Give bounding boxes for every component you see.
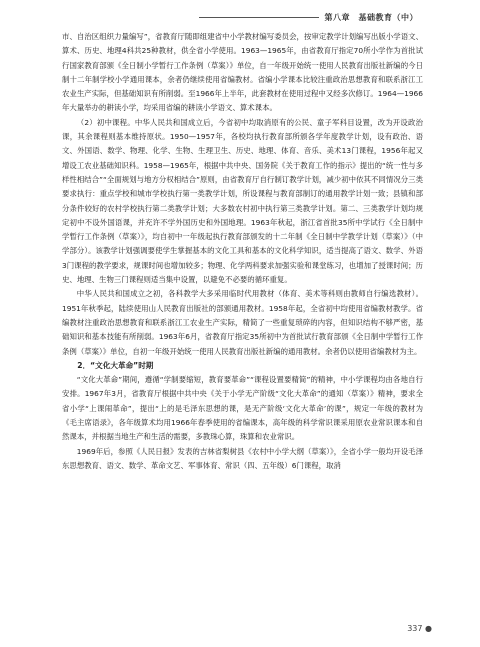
section-heading-cultural-revolution: 2．“文化大革命”时期 (77, 360, 154, 370)
page-number: 337 ● (407, 624, 432, 633)
running-header (0, 12, 480, 23)
paragraph-cultural-revolution: “文化大革命”期间，遵循“学制要缩短，教育要革命”“课程设置要精简”的精神，中小学课程均由各地自行安排。1967年3月，省教育厅根据中共中央《关于小学无产阶级“文化大革命”的通知（草案）》精神，要求全省小学“上课闹革命”，提出“上的是毛泽东思想的课，是无产阶级‘文化大革命’的课”，规定一年级的教材为《毛主席语录》，各年级算术均用1966年春季使用的省编课本，高年级的科学常识课采用原农业常识课本和自然课本，并根据当地生产和生活的需要，多教珠心算，珠算和农业常识。 (62, 375, 423, 442)
paragraph-junior-high-textbooks: 中华人民共和国成立之初，各科教学大多采用临时代用教材（体育、美术等科则由教师自行编选教材）。1951年秋季起，陆续使用山人民教育出版社的部颁通用教材。1958年起，全省初中均使用省编教材教学。省编教材注重政治思想教育和联系浙江工农业生产实际，精简了一些重复琐碎的内容，但知识结构不够严密，基础知识和基本技能有所削弱。1963年6月，省教育厅指定35所初中为首批试行教育部颁《全日制中学暂行工作条例（草案）》单位，自初一年级开始统一使用人民教育出版社新编的通用教材。余者仍以使用省编教材为主。 (62, 289, 423, 356)
paragraph-junior-high-curriculum: （2）初中课程。中华人民共和国成立后，今省初中均取消原有的公民、童子军科目设置，改为开设政治课，其余课程则基本维持原状。1950—1957年，各校均执行教育部所颁各学年度教学计划，设有政治、语文、外国语、数学、物理、化学、生物、生理卫生、历史、地理、体育、音乐、美术13门课程，1956年起又增设工农业基础知识科。1958—1965年，根据中共中央、国务院《关于教育工作的指示》提出的“统一性与多样性相结合”“全面规划与地方分权相结合”原则，由省教育厅自行制订教学计划，减少初中依其不同情况分三类要求执行：重点学校和城市学校执行第一类教学计划，所设课程与教育部制订的通用教学计划一致；县镇和部分条件较好的农村学校执行第二类教学计划；大多数农村初中执行第三类教学计划。第二、三类教学计划均规定初中不设外国语课，并充许不学外国历史和外国地理。1963年秋起，浙江省首批35所中学试行《全日制中学暂行工作条例（草案）》，均自初中一年级起执行教育部颁发的十二年制《全日制中学教学计划（草案）》（中学部分）。该教学计划强调要使学生掌握基本的文化工具和基本的文化科学知识，适当提高了语文、数学、外语3门课程的教学要求，规课时间也增加较多；物理、化学两科要求加强实验和课堂练习，也增加了授课时间；历史、地理、生物三门课程则适当集中设置，以避免不必要的循环重复。 (62, 117, 423, 285)
paragraph-primary-textbooks: 市、自治区组织力量编写”，省教育厅随即组建省中小学教材编写委员会，按审定教学计划编写出版小学语文、算术、历史、地理4科共25种教材，供全省小学使用。1963—1965年，由省教育厅指定70所小学作为首批试行国家教育部颁《全日制小学暂行工作条例（草案）》单位，自一年级开始统一使用人民教育出版社新编的今日制十二年制学校小学通用课本，余者仍继续使用省编教材。省编小学课本比较注重政治思想教育和联系浙江工农业生产实际，但基础知识有所削弱。至1966年上半年，此套教材在使用过程中又经多次修订。1964—1966年大量举办的耕读小学，均采用省编的耕读小学语文、算术课本。 (62, 32, 423, 113)
header-rule (199, 17, 319, 18)
chapter-title: 第八章 基础教育（中） (324, 13, 418, 22)
body-text (62, 30, 423, 613)
paragraph-1969: 1969年后，参照《人民日报》发表的吉林省梨树县《农村中小学大纲（草案）》，全省小学一般均开设毛泽东思想教育、语文、数学、革命文艺、军事体育、常识（四、五年级）6门课程，取消 (62, 446, 423, 470)
